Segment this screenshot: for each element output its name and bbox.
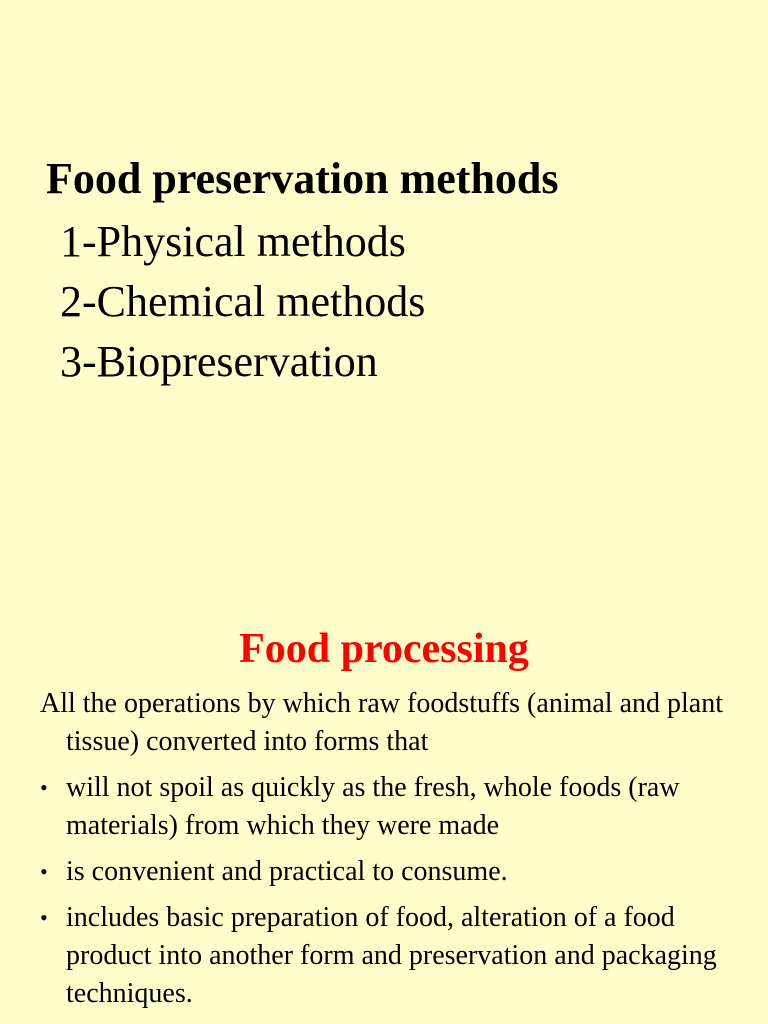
- bullet-list: [40, 769, 730, 1021]
- methods-list: [60, 212, 425, 392]
- food-processing-heading: Food processing: [239, 626, 529, 672]
- slide-title: Food preservation methods: [46, 154, 559, 203]
- bullet-icon: •: [40, 859, 48, 884]
- method-item-biopreservation: 3-Biopreservation: [60, 337, 378, 386]
- bullet-icon: •: [40, 775, 48, 800]
- bullet-text: will not spoil as quickly as the fresh, whole foods (raw materials) from which they were made: [66, 772, 680, 841]
- bullet-item-spoilage: [40, 769, 730, 845]
- method-item-chemical: 2-Chemical methods: [60, 277, 426, 326]
- intro-paragraph: All the operations by which raw foodstuffs (animal and plant tissue) converted into forms that: [40, 688, 723, 757]
- bullet-text: includes basic preparation of food, alteration of a food product into another form and preservation and packaging techniques.: [66, 902, 717, 1009]
- bullet-text: is convenient and practical to consume.: [66, 856, 508, 887]
- bullet-item-convenience: [40, 853, 730, 891]
- bullet-icon: •: [40, 905, 48, 930]
- method-item-physical: 1-Physical methods: [60, 217, 406, 266]
- bullet-item-preparation: [40, 899, 730, 1013]
